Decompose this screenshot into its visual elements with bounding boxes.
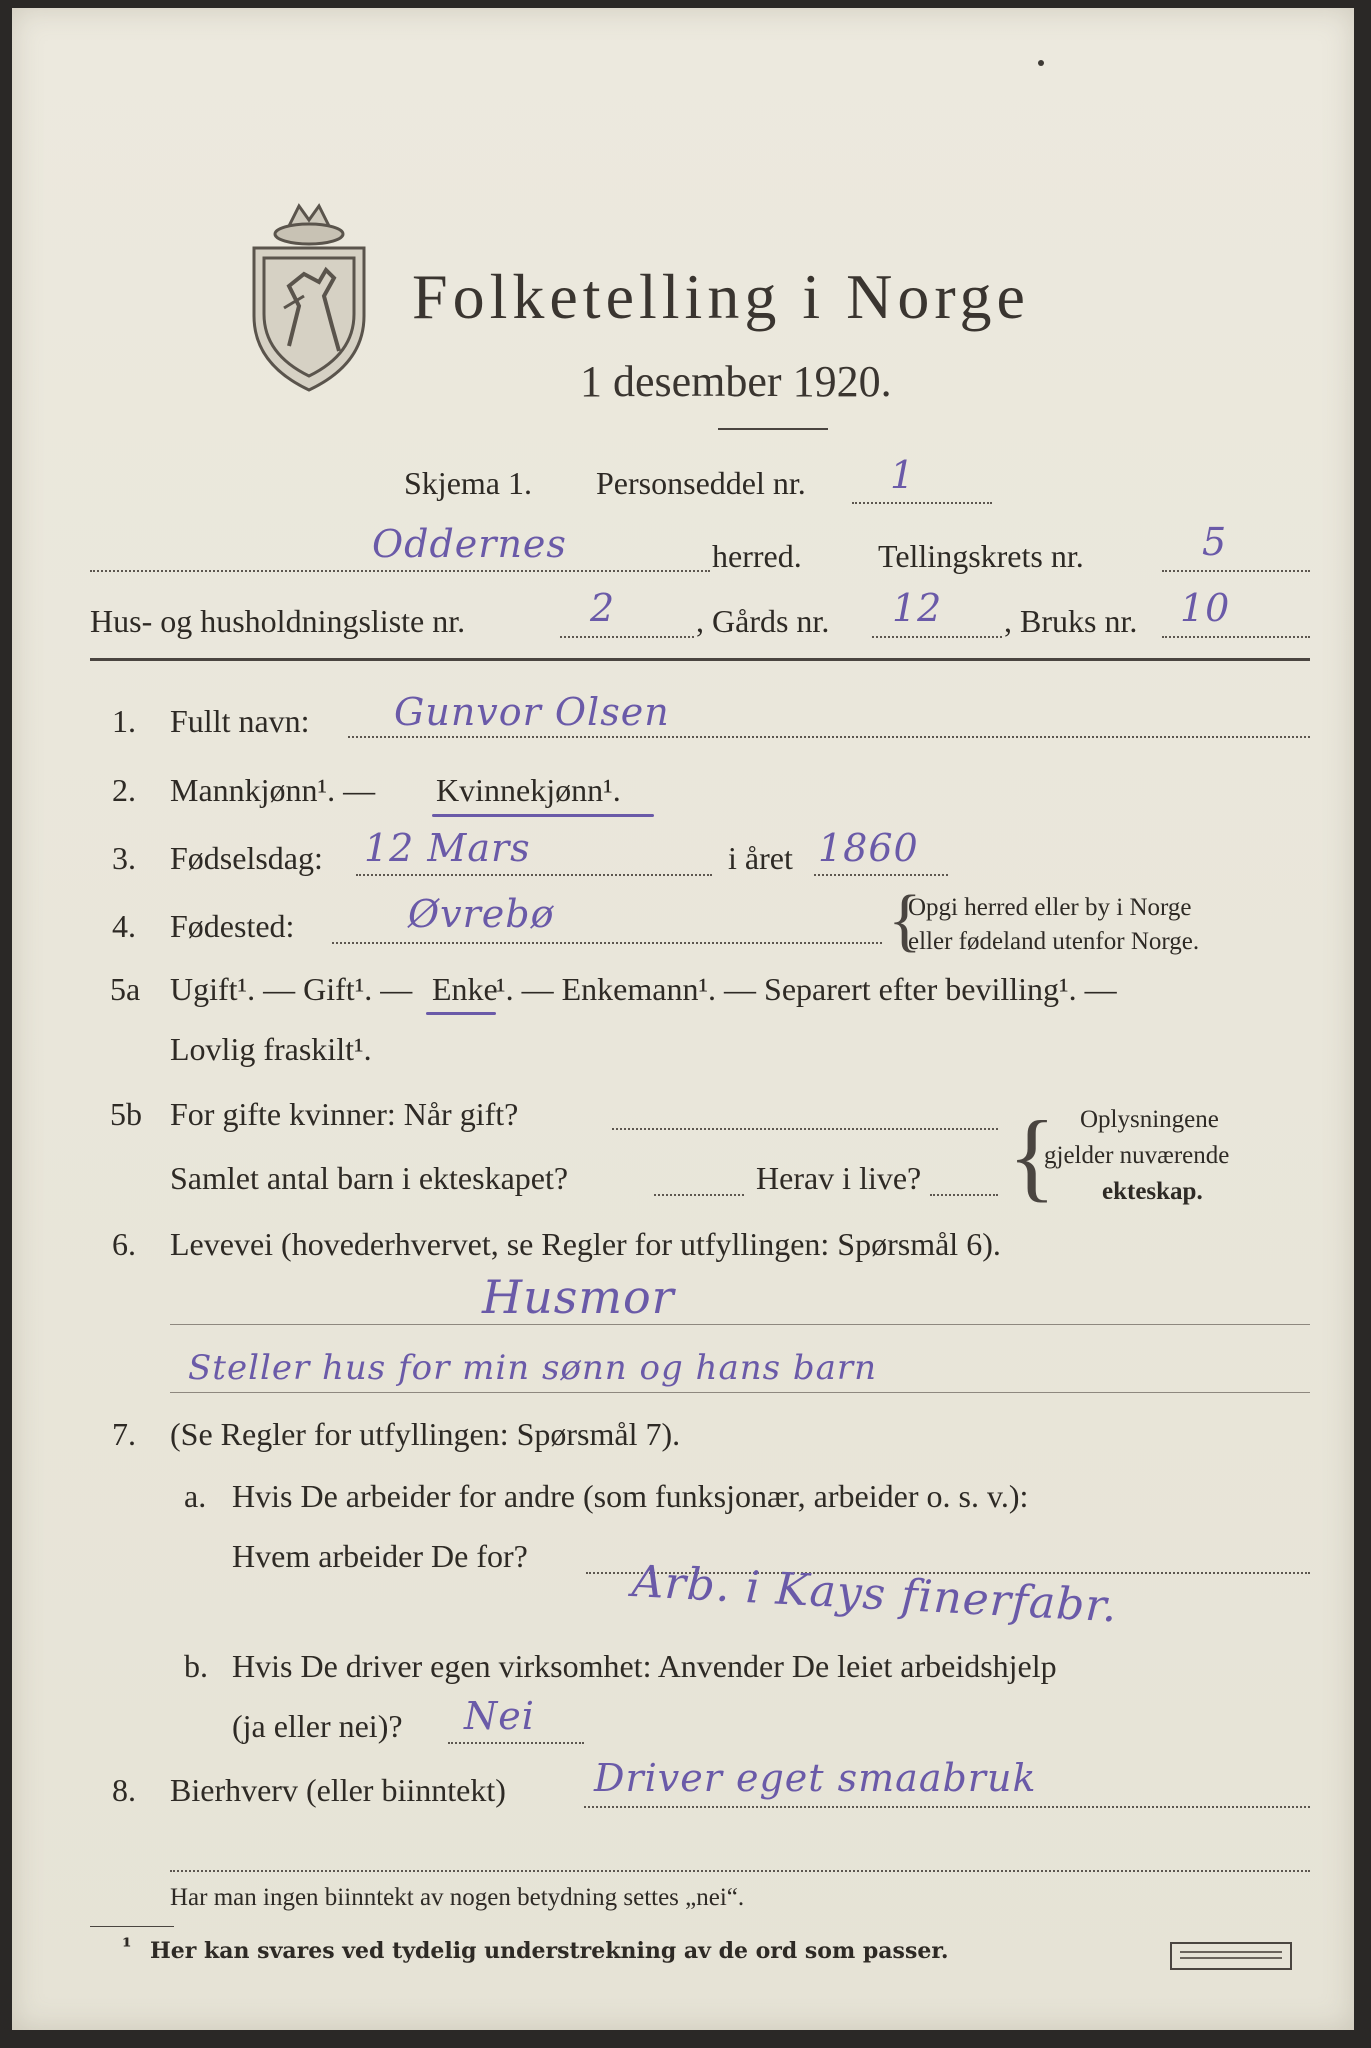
gards-line [872,636,1002,638]
birth-year-value[interactable]: 1860 [818,826,919,870]
q8-line1 [584,1806,1310,1808]
paper-speck [1038,60,1044,66]
census-date: 1 desember 1920. [580,357,892,406]
q3-label: Fødselsdag: [170,840,323,876]
q7-number: 7. [112,1416,136,1452]
employer-value[interactable]: Arb. i Kays finerfabr. [630,1556,1119,1633]
bruks-value[interactable]: 10 [1180,586,1231,630]
q7-label: (Se Regler for utfyllingen: Spørsmål 7). [170,1416,681,1452]
q8-line2 [170,1870,1310,1872]
q5b-note3: ekteskap. [1102,1178,1203,1205]
gards-label: , Gårds nr. [696,603,830,639]
q7b-line2: (ja eller nei)? [232,1708,403,1744]
q3-year-label: i året [728,840,793,876]
q5a-line2: Lovlig fraskilt¹. [170,1031,372,1067]
q2-female-label: Kvinnekjønn¹. [436,772,621,808]
q5b-married-line [612,1128,998,1130]
q1-label: Fullt navn: [170,703,310,739]
q8-label: Bierhverv (eller biinntekt) [170,1772,506,1808]
q7b-mark: b. [184,1648,208,1684]
q7a-line1: Hvis De arbeider for andre (som funksjonær, arbeider o. s. v.): [232,1478,1029,1514]
form-title: Folketelling i Norge [412,261,1030,332]
q2-male-label: Mannkjønn¹. — [170,772,376,808]
q5a-number: 5a [110,971,141,1007]
q2-female-underline [432,814,654,817]
nei-instruction: Har man ingen biinntekt av nogen betydning settes „nei“. [170,1884,745,1911]
birthplace-value[interactable]: Øvrebø [408,892,555,936]
footnote-text: Her kan svares ved tydelig understrekning av de ord som passer. [150,1938,949,1964]
q4-note-line2: eller fødeland utenfor Norge. [908,928,1200,955]
q4-number: 4. [112,908,136,944]
husliste-line [560,636,694,638]
q3-number: 3. [112,840,136,876]
herred-value[interactable]: Oddernes [372,522,567,566]
footnote-divider [90,1926,174,1927]
bruks-line [1162,636,1310,638]
side-income-value[interactable]: Driver eget smaabruk [594,1756,1037,1800]
herred-line [90,570,710,572]
personseddel-label: Personseddel nr. [596,465,806,501]
q4-brace: { [888,882,922,959]
q7b-line [448,1742,584,1744]
tellingskrets-line [1162,570,1310,572]
q5a-line1-c: ¹. — Enkemann¹. — Separert efter bevilling¹. — [496,971,1117,1007]
q7a-mark: a. [184,1478,207,1514]
title-divider [718,428,828,430]
q6-line2 [170,1392,1310,1393]
q8-number: 8. [112,1772,136,1808]
q5b-brace: { [1008,1100,1056,1211]
occupation-value[interactable]: Husmor [482,1270,675,1324]
q5b-note2: gjelder nuværende [1044,1142,1230,1169]
q4-label: Fødested: [170,908,295,944]
bruks-label: , Bruks nr. [1004,603,1138,639]
printer-mark-stamp [1170,1942,1292,1970]
q3-date-line [356,874,712,876]
q4-line [332,942,882,944]
q3-year-line [814,874,948,876]
personseddel-line [852,502,992,504]
q5a-enke: Enke [432,971,498,1007]
q5b-line1: For gifte kvinner: Når gift? [170,1096,519,1132]
q5b-children-label: Samlet antal barn i ekteskapet? [170,1160,569,1196]
q5b-number: 5b [110,1096,142,1132]
q4-note-line1: Opgi herred eller by i Norge [908,894,1192,921]
husliste-label: Hus- og husholdningsliste nr. [90,603,466,639]
q6-number: 6. [112,1226,136,1262]
q5a-enke-underline [426,1012,496,1015]
q1-number: 1. [112,703,136,739]
q7b-line1: Hvis De driver egen virksomhet: Anvender De leiet arbeidshjelp [232,1648,1057,1684]
personseddel-value[interactable]: 1 [890,453,916,497]
herred-label: herred. [712,538,802,574]
q6-label: Levevei (hovederhvervet, se Regler for utfyllingen: Spørsmål 6). [170,1226,1001,1262]
husliste-value[interactable]: 2 [590,586,616,630]
q5b-alive-label: Herav i live? [756,1160,922,1196]
q6-line1 [170,1324,1310,1325]
q2-number: 2. [112,772,136,808]
skjema-label: Skjema 1. [404,465,532,501]
header-divider [90,658,1310,661]
birth-date-value[interactable]: 12 Mars [364,826,531,870]
occupation-detail-value[interactable]: Steller hus for min sønn og hans barn [188,1348,878,1388]
tellingskrets-value[interactable]: 5 [1202,520,1228,564]
census-form [12,8,1354,2030]
coat-of-arms-icon [244,186,374,396]
q5b-children-line [654,1194,744,1196]
q5b-alive-line [930,1194,998,1196]
tellingskrets-label: Tellingskrets nr. [878,538,1084,574]
q5b-note1: Oplysningene [1080,1106,1219,1133]
full-name-value[interactable]: Gunvor Olsen [394,690,670,734]
q7a-line2: Hvem arbeider De for? [232,1538,528,1574]
hired-help-value[interactable]: Nei [464,1694,535,1738]
q5a-line1-a: Ugift¹. — Gift¹. — [170,971,413,1007]
q1-line [348,736,1310,738]
gards-value[interactable]: 12 [892,586,943,630]
footnote-mark: ¹ [122,1934,132,1960]
